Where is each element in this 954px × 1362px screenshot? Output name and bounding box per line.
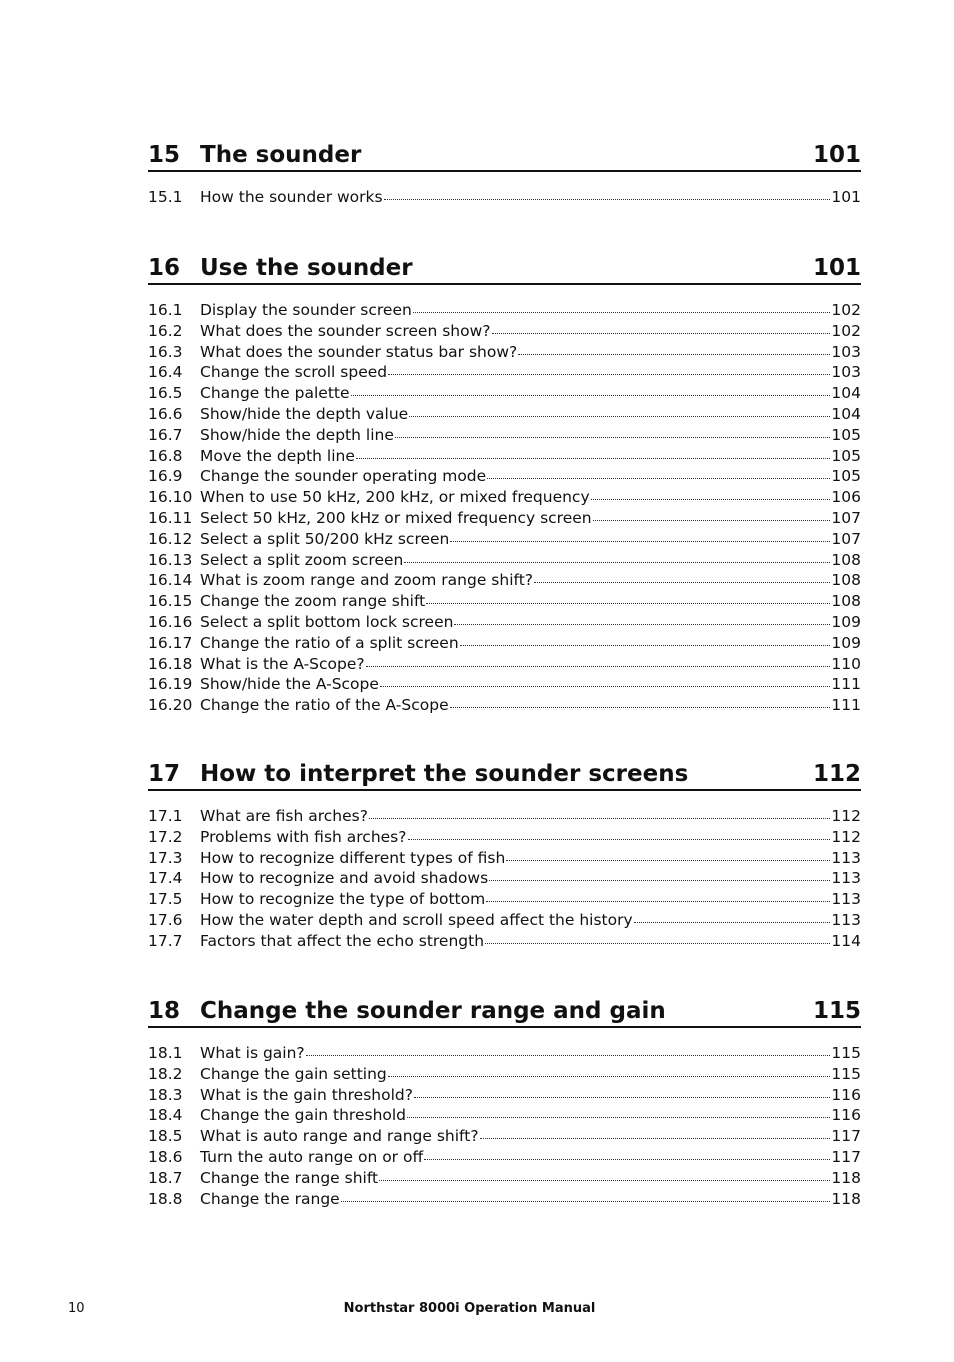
toc-entries [148, 300, 861, 716]
entry-page: 108 [831, 550, 861, 569]
toc-entry[interactable] [148, 827, 861, 848]
entry-page: 102 [831, 301, 861, 319]
dot-leader [450, 695, 831, 708]
entry-title: What does the sounder status bar show? [200, 342, 518, 361]
dot-leader [486, 889, 830, 902]
dot-leader [480, 1126, 831, 1139]
toc-entry[interactable] [148, 1043, 861, 1064]
toc-entry[interactable] [148, 910, 861, 931]
dot-leader [388, 1064, 831, 1077]
entry-title: What is zoom range and zoom range shift? [200, 571, 533, 590]
entry-number: 17.5 [148, 890, 183, 909]
chapter-title: How to interpret the sounder screens [200, 761, 689, 787]
entry-title: Change the scroll speed [200, 363, 388, 382]
entry-title: Change the ratio of the A-Scope [200, 696, 449, 715]
entry-title: Change the gain setting [200, 1064, 387, 1083]
entry-title: Show/hide the depth line [200, 425, 394, 444]
entry-page: 105 [831, 446, 861, 465]
dot-leader [384, 187, 831, 200]
chapter-heading[interactable] [148, 755, 861, 791]
footer-page-number: 10 [68, 1301, 85, 1316]
entry-page: 103 [831, 363, 861, 382]
chapter-18 [148, 992, 861, 1209]
entry-page: 113 [831, 890, 861, 909]
entry-number: 15.1 [148, 188, 183, 206]
entry-page: 111 [831, 696, 861, 715]
dot-leader [379, 1168, 830, 1181]
entry-title: Problems with fish arches? [200, 827, 407, 846]
chapter-title: The sounder [200, 142, 362, 168]
entry-number: 17.6 [148, 910, 183, 929]
entry-number: 16.13 [148, 550, 193, 569]
toc-entry[interactable] [148, 633, 861, 654]
entry-number: 16.10 [148, 488, 193, 507]
dot-leader [534, 570, 830, 583]
dot-leader [404, 550, 830, 563]
toc-entries [148, 1043, 861, 1209]
dot-leader [424, 1147, 830, 1160]
entry-number: 16.3 [148, 342, 183, 361]
entry-number: 16.8 [148, 446, 183, 465]
dot-leader [306, 1043, 831, 1056]
toc-entry[interactable] [148, 931, 861, 952]
entry-number: 18.5 [148, 1127, 183, 1146]
entry-number: 18.6 [148, 1147, 183, 1166]
entry-number: 16.16 [148, 612, 193, 631]
toc-entries [148, 187, 861, 208]
dot-leader [341, 1189, 831, 1202]
toc-entry[interactable] [148, 300, 861, 321]
dot-leader [454, 612, 830, 625]
entry-number: 16.15 [148, 592, 193, 611]
entry-title: Move the depth line [200, 446, 355, 465]
toc-entry[interactable] [148, 466, 861, 487]
toc-entry[interactable] [148, 570, 861, 591]
entry-number: 16.2 [148, 321, 183, 340]
dot-leader [487, 466, 830, 479]
toc-entry[interactable] [148, 868, 861, 889]
entry-title: Select 50 kHz, 200 kHz or mixed frequency screen [200, 508, 592, 527]
chapter-page: 101 [812, 142, 861, 168]
entry-page: 112 [831, 827, 861, 846]
toc-entry[interactable] [148, 1147, 861, 1168]
dot-leader [414, 1085, 830, 1098]
entry-page: 107 [831, 508, 861, 527]
entry-number: 18.4 [148, 1106, 183, 1125]
entry-title: What is the gain threshold? [200, 1085, 413, 1104]
toc-entry[interactable] [148, 508, 861, 529]
toc-entry[interactable] [148, 342, 861, 363]
entry-page: 101 [831, 188, 861, 206]
dot-leader [489, 868, 830, 881]
toc-entry[interactable] [148, 383, 861, 404]
entry-number: 18.1 [148, 1044, 183, 1062]
entry-page: 109 [831, 612, 861, 631]
footer-manual-title-text: Northstar 8000i Operation Manual [343, 1301, 596, 1316]
entry-number: 16.14 [148, 571, 193, 590]
chapter-17 [148, 755, 861, 952]
entry-number: 17.7 [148, 931, 183, 950]
entry-page: 108 [831, 592, 861, 611]
entry-title: Turn the auto range on or off [200, 1147, 424, 1166]
entry-number: 16.20 [148, 696, 193, 715]
entry-page: 118 [831, 1168, 861, 1187]
dot-leader [351, 383, 831, 396]
entry-page: 115 [831, 1044, 861, 1062]
dot-leader [409, 404, 830, 417]
dot-leader [356, 446, 831, 459]
toc-entry[interactable] [148, 695, 861, 716]
entry-number: 18.8 [148, 1189, 183, 1208]
entry-page: 103 [831, 342, 861, 361]
chapter-number: 18 [148, 998, 181, 1024]
dot-leader [369, 806, 830, 819]
toc-entry[interactable] [148, 591, 861, 612]
chapter-page: 101 [812, 255, 861, 281]
entry-page: 115 [831, 1064, 861, 1083]
toc-entry[interactable] [148, 612, 861, 633]
chapter-title: Change the sounder range and gain [200, 998, 666, 1024]
dot-leader [408, 827, 831, 840]
entry-title: Factors that affect the echo strength [200, 931, 485, 950]
entry-title: Change the sounder operating mode [200, 467, 487, 486]
entry-page: 118 [831, 1189, 861, 1208]
entry-page: 111 [831, 675, 861, 694]
entry-page: 105 [831, 467, 861, 486]
entry-page: 114 [831, 931, 861, 950]
toc-entry[interactable] [148, 362, 861, 383]
entry-title: How to recognize the type of bottom [200, 890, 486, 909]
entry-number: 16.17 [148, 633, 193, 652]
toc-entry[interactable] [148, 1064, 861, 1085]
entry-title: How the sounder works [200, 188, 383, 206]
dot-leader [506, 848, 830, 861]
entry-page: 110 [831, 654, 861, 673]
entry-page: 106 [831, 488, 861, 507]
entry-title: Select a split zoom screen [200, 550, 404, 569]
entry-page: 107 [831, 529, 861, 548]
entry-number: 16.6 [148, 404, 183, 423]
entry-number: 17.3 [148, 848, 183, 867]
chapter-title: Use the sounder [200, 255, 413, 281]
dot-leader [634, 910, 831, 923]
entry-page: 112 [831, 807, 861, 825]
dot-leader [492, 321, 831, 334]
toc-entry[interactable] [148, 321, 861, 342]
toc-entry[interactable] [148, 1189, 861, 1210]
entry-number: 16.4 [148, 363, 183, 382]
entry-number: 17.1 [148, 807, 183, 825]
dot-leader [380, 674, 830, 687]
toc-entry[interactable] [148, 806, 861, 827]
dot-leader [593, 508, 831, 521]
entry-title: Show/hide the depth value [200, 404, 409, 423]
entry-page: 113 [831, 848, 861, 867]
toc-entry[interactable] [148, 550, 861, 571]
entry-title: What is gain? [200, 1044, 305, 1062]
dot-leader [407, 1105, 830, 1118]
entry-page: 105 [831, 425, 861, 444]
entry-number: 18.2 [148, 1064, 183, 1083]
entry-number: 17.2 [148, 827, 183, 846]
entry-number: 16.5 [148, 384, 183, 403]
entry-title: Change the gain threshold [200, 1106, 407, 1125]
toc-entry[interactable] [148, 1085, 861, 1106]
dot-leader [426, 591, 830, 604]
entry-title: What are fish arches? [200, 807, 368, 825]
toc-entry[interactable] [148, 187, 861, 208]
toc-entry[interactable] [148, 889, 861, 910]
entry-title: Select a split bottom lock screen [200, 612, 454, 631]
entry-title: What is auto range and range shift? [200, 1127, 479, 1146]
toc-entry[interactable] [148, 1126, 861, 1147]
entry-number: 18.7 [148, 1168, 183, 1187]
chapter-number: 15 [148, 142, 181, 168]
entry-title: Show/hide the A-Scope [200, 675, 379, 694]
entry-title: How to recognize and avoid shadows [200, 869, 489, 888]
entry-title: Change the range shift [200, 1168, 379, 1187]
chapter-heading[interactable] [148, 992, 861, 1028]
entry-page: 117 [831, 1147, 861, 1166]
entry-number: 16.9 [148, 467, 183, 486]
chapter-page: 112 [812, 761, 861, 787]
entry-page: 108 [831, 571, 861, 590]
entry-title: How the water depth and scroll speed affect the history [200, 910, 633, 929]
entry-page: 109 [831, 633, 861, 652]
dot-leader [395, 425, 831, 438]
chapter-page: 115 [812, 998, 861, 1024]
chapter-number: 16 [148, 255, 181, 281]
entry-title: Change the palette [200, 384, 350, 403]
toc-entry[interactable] [148, 654, 861, 675]
entry-number: 16.18 [148, 654, 193, 673]
entry-page: 104 [831, 404, 861, 423]
chapter-15 [148, 136, 861, 208]
dot-leader [591, 487, 831, 500]
entry-number: 16.7 [148, 425, 183, 444]
dot-leader [450, 529, 830, 542]
entry-title: Display the sounder screen [200, 301, 412, 319]
entry-page: 116 [831, 1085, 861, 1104]
footer-manual-title [0, 1301, 954, 1316]
chapter-16 [148, 249, 861, 716]
toc-entries [148, 806, 861, 952]
entry-title: Change the zoom range shift [200, 592, 426, 611]
entry-page: 104 [831, 384, 861, 403]
toc-entry[interactable] [148, 404, 861, 425]
dot-leader [413, 300, 831, 313]
entry-page: 113 [831, 869, 861, 888]
entry-number: 16.12 [148, 529, 193, 548]
chapter-heading[interactable] [148, 136, 861, 172]
entry-title: How to recognize different types of fish [200, 848, 506, 867]
toc-entry[interactable] [148, 1168, 861, 1189]
dot-leader [485, 931, 830, 944]
toc-entry[interactable] [148, 425, 861, 446]
toc-entry[interactable] [148, 487, 861, 508]
entry-page: 102 [831, 321, 861, 340]
entry-page: 117 [831, 1127, 861, 1146]
entry-title: When to use 50 kHz, 200 kHz, or mixed frequency [200, 488, 590, 507]
toc-entry[interactable] [148, 529, 861, 550]
chapter-heading[interactable] [148, 249, 861, 285]
toc-entry[interactable] [148, 1105, 861, 1126]
entry-title: What does the sounder screen show? [200, 321, 491, 340]
toc-entry[interactable] [148, 446, 861, 467]
entry-title: Change the ratio of a split screen [200, 633, 459, 652]
entry-page: 113 [831, 910, 861, 929]
entry-number: 16.11 [148, 508, 193, 527]
entry-title: Select a split 50/200 kHz screen [200, 529, 450, 548]
dot-leader [388, 362, 830, 375]
entry-number: 18.3 [148, 1085, 183, 1104]
chapter-number: 17 [148, 761, 181, 787]
entry-number: 16.1 [148, 301, 183, 319]
entry-number: 16.19 [148, 675, 193, 694]
dot-leader [518, 342, 830, 355]
toc-entry[interactable] [148, 848, 861, 869]
toc-entry[interactable] [148, 674, 861, 695]
entry-title: What is the A-Scope? [200, 654, 365, 673]
entry-page: 116 [831, 1106, 861, 1125]
dot-leader [460, 633, 831, 646]
entry-title: Change the range [200, 1189, 340, 1208]
dot-leader [366, 654, 831, 667]
entry-number: 17.4 [148, 869, 183, 888]
